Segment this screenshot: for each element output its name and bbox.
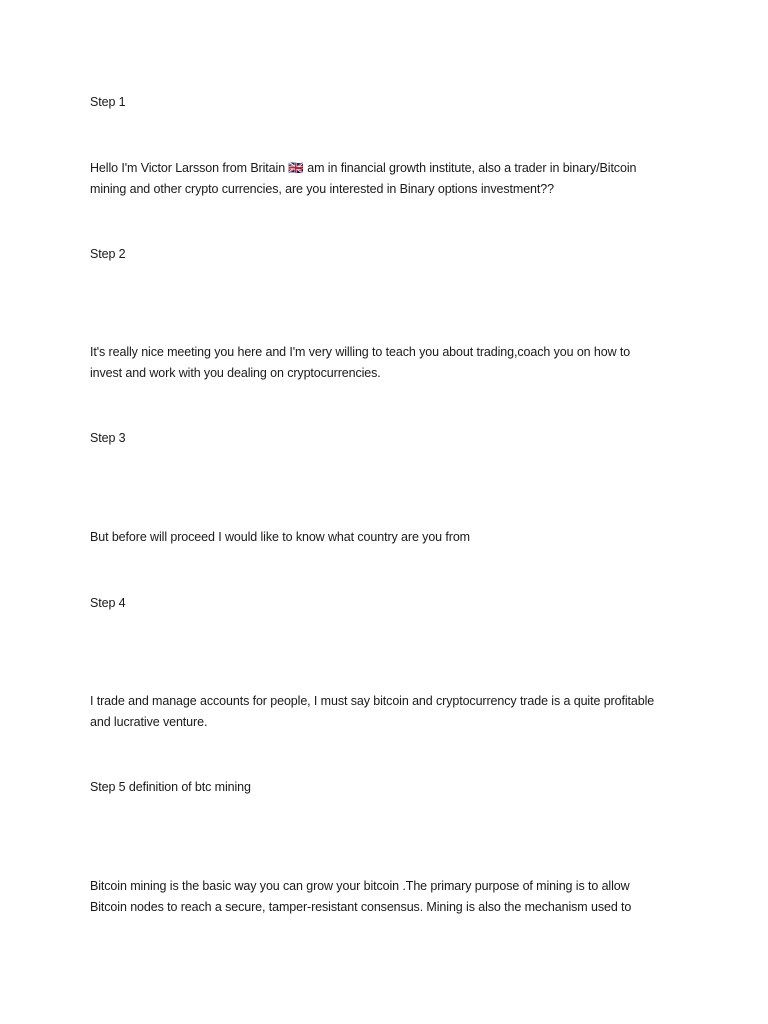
step-2-text-line-1: It's really nice meeting you here and I'm very willing to teach you about trading,coach you on how to <box>90 345 631 359</box>
step-5-text-line-2: Bitcoin nodes to reach a secure, tamper-resistant consensus. Mining is also the mechanism used to <box>90 900 632 914</box>
step-5-heading: Step 5 definition of btc mining <box>90 780 251 794</box>
step-1-text-line-2: mining and other crypto currencies, are you interested in Binary options investment?? <box>90 182 554 196</box>
step-5-text-line-1: Bitcoin mining is the basic way you can grow your bitcoin .The primary purpose of mining is to allow <box>90 879 630 893</box>
step-3-heading: Step 3 <box>90 431 126 445</box>
step-4-text-line-2: and lucrative venture. <box>90 715 208 729</box>
step-1-text-line-1: Hello I'm Victor Larsson from Britain 🇬🇧 am in financial growth institute, also a trader in binary/Bitcoin <box>90 161 637 175</box>
step-2-heading: Step 2 <box>90 247 126 261</box>
step-4-heading: Step 4 <box>90 596 126 610</box>
step-4-text-line-1: I trade and manage accounts for people, I must say bitcoin and cryptocurrency trade is a quite profitable <box>90 694 655 708</box>
step-2-text-line-2: invest and work with you dealing on cryptocurrencies. <box>90 366 381 380</box>
step-3-text-line-1: But before will proceed I would like to know what country are you from <box>90 530 470 544</box>
step-1-heading: Step 1 <box>90 95 126 109</box>
